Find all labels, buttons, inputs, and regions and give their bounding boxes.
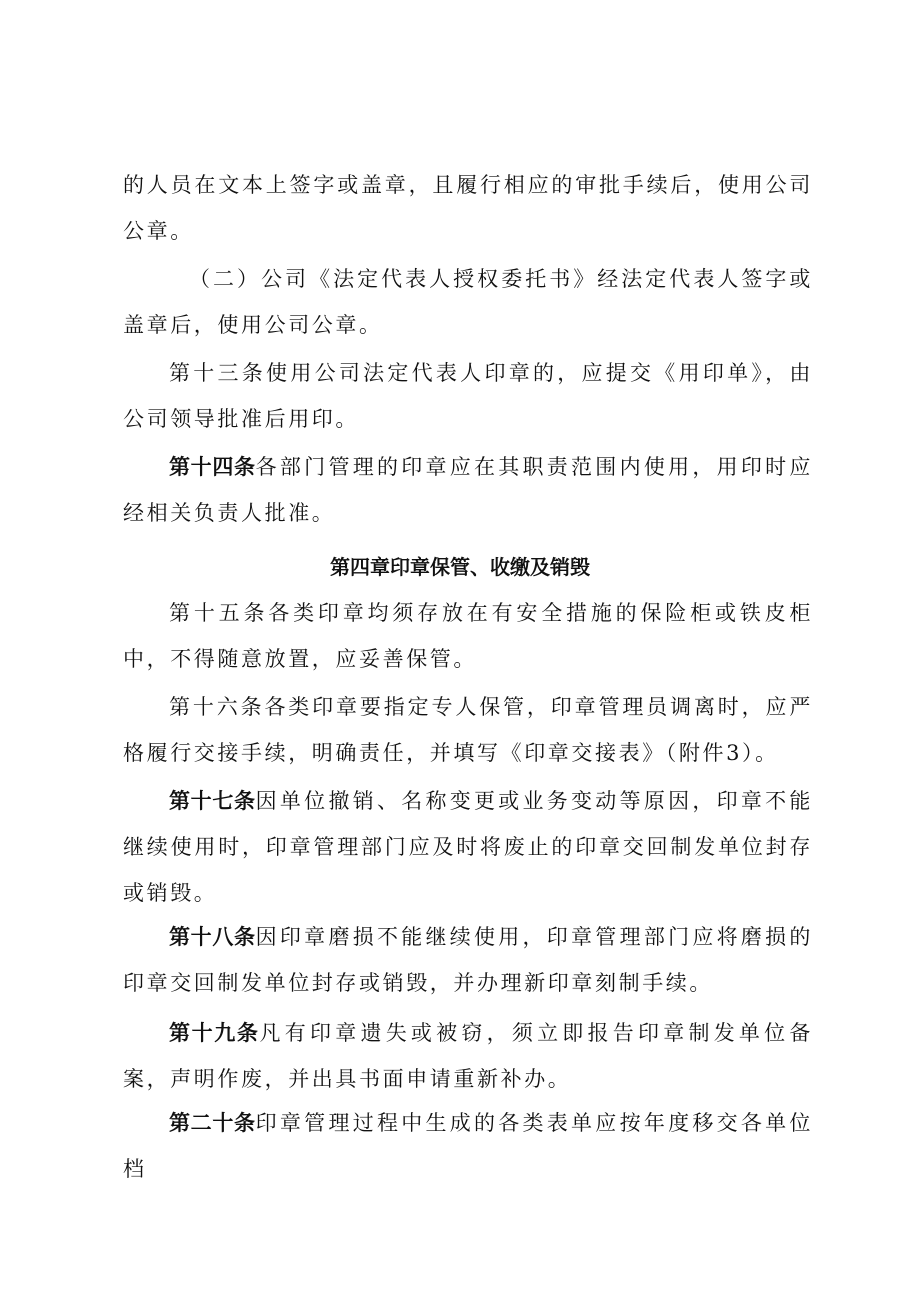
article-17 <box>123 778 813 916</box>
article-13 <box>123 350 813 442</box>
paragraph-continuation <box>123 162 813 254</box>
article-14 <box>123 444 813 536</box>
paragraph-text: 第十五条各类印章均须存放在有安全措施的保险柜或铁皮柜中，不得随意放置，应妥善保管。 <box>123 601 813 671</box>
chapter-heading <box>0 552 920 582</box>
paragraph-text: 第十三条使用公司法定代表人印章的，应提交《用印单》，由公司领导批准后用印。 <box>123 361 813 431</box>
article-label: 第十七条 <box>169 789 256 813</box>
article-label: 第十九条 <box>169 1021 260 1045</box>
article-19 <box>123 1010 813 1102</box>
article-label: 第二十条 <box>169 1111 256 1135</box>
paragraph-text: 印章管理过程中生成的各类表单应按年度移交各单位档 <box>123 1111 813 1181</box>
paragraph-item-2 <box>123 256 813 348</box>
article-15 <box>123 590 813 682</box>
article-label: 第十八条 <box>169 925 256 949</box>
paragraph-text: 因印章磨损不能继续使用，印章管理部门应将磨损的印章交回制发单位封存或销毁，并办理新印章刻制手续。 <box>123 925 813 995</box>
paragraph-text: 凡有印章遗失或被窃，须立即报告印章制发单位备案，声明作废，并出具书面申请重新补办。 <box>123 1021 813 1091</box>
paragraph-text: 各部门管理的印章应在其职责范围内使用，用印时应经相关负责人批准。 <box>123 455 813 525</box>
paragraph-text: 因单位撤销、名称变更或业务变动等原因，印章不能继续使用时，印章管理部门应及时将废止的印章交回制发单位封存或销毁。 <box>123 789 813 905</box>
article-18 <box>123 914 813 1006</box>
article-label: 第十四条 <box>169 455 256 479</box>
article-20 <box>123 1100 813 1192</box>
chapter-title: 第四章印章保管、收缴及销毁 <box>330 555 590 579</box>
paragraph-text: 第十六条各类印章要指定专人保管，印章管理员调离时，应严格履行交接手续，明确责任，并填写《印章交接表》（附件3）。 <box>123 695 813 765</box>
paragraph-text: 的人员在文本上签字或盖章，且履行相应的审批手续后，使用公司公章。 <box>123 173 813 243</box>
paragraph-text: （二）公司《法定代表人授权委托书》经法定代表人签字或盖章后，使用公司公章。 <box>123 267 813 337</box>
article-16 <box>123 684 813 776</box>
